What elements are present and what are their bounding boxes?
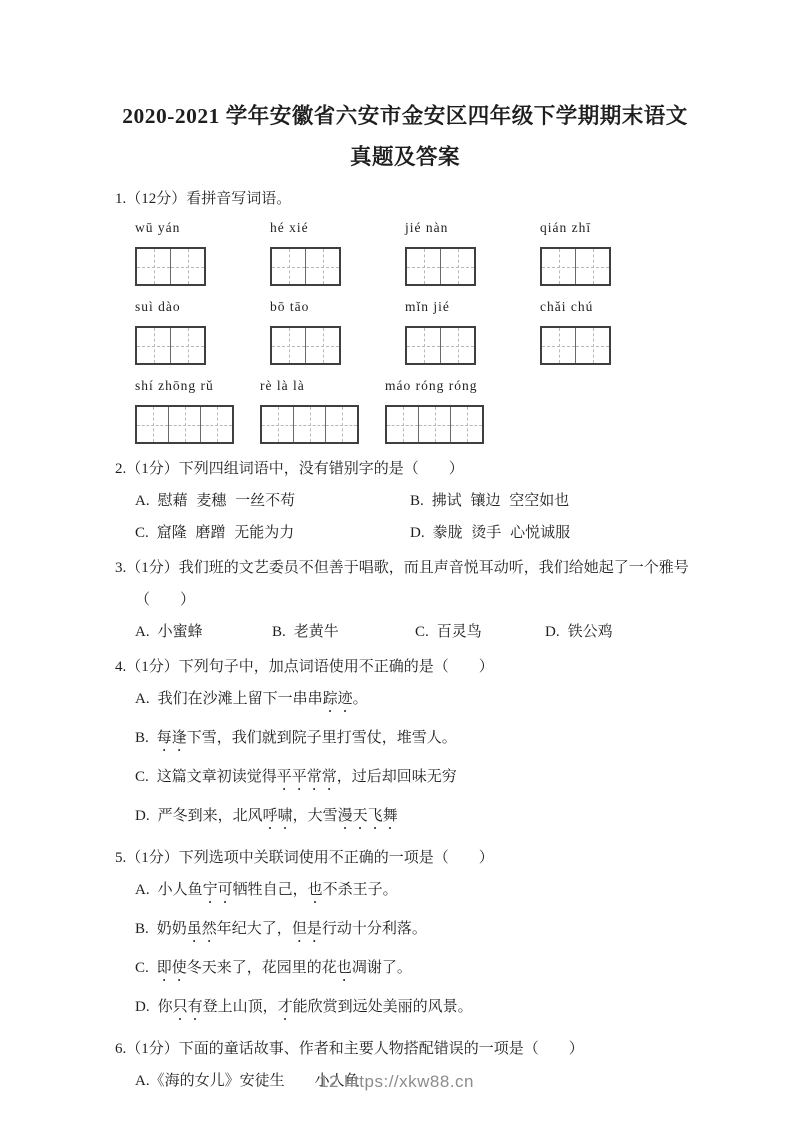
text-segment: ，大雪 xyxy=(292,808,338,824)
option-text xyxy=(157,769,457,785)
option-text xyxy=(158,808,398,824)
emphasized-word: 也 xyxy=(336,960,352,976)
document-title-line1: 2020-2021 学年安徽省六安市金安区四年级下学期期末语文 xyxy=(122,104,688,128)
grid-cell xyxy=(575,249,609,284)
q4-options xyxy=(115,690,695,833)
q2-option-A xyxy=(135,492,410,511)
pinyin-word-item xyxy=(270,299,405,365)
pinyin-label: suì dào xyxy=(135,299,181,314)
writing-grid xyxy=(540,326,611,365)
emphasized-word: 但是 xyxy=(291,921,322,937)
pinyin-word-item xyxy=(405,299,540,365)
option-label: C. xyxy=(135,769,149,785)
emphasized-word: 漫天飞舞 xyxy=(337,808,398,824)
grid-cell xyxy=(170,249,204,284)
pinyin-row xyxy=(115,299,695,365)
option-text xyxy=(157,730,457,746)
grid-cell xyxy=(137,407,168,442)
q5-stem: 5.（1分）下列选项中关联词使用不正确的一项是（ ） xyxy=(115,850,494,866)
q2-options xyxy=(115,492,695,543)
text-segment: 下雪，我们就到院子里打雪仗，堆雪人。 xyxy=(186,730,457,746)
writing-grid xyxy=(270,326,341,365)
emphasized-word: 也 xyxy=(307,882,323,898)
grid-cell xyxy=(272,249,305,284)
option-label: B. xyxy=(135,921,149,937)
text-segment: 严冬到来，北风 xyxy=(157,808,263,824)
option-label: D. xyxy=(410,525,425,541)
q1-pinyin-grid-area xyxy=(115,220,695,444)
q4-stem: 4.（1分）下列句子中，加点词语使用不正确的是（ ） xyxy=(115,659,494,675)
pinyin-label: bō tāo xyxy=(270,299,310,314)
option-label: C. xyxy=(135,525,149,541)
pinyin-label: shí zhōng rǔ xyxy=(135,378,214,393)
grid-cell xyxy=(575,328,609,363)
q3-option-A xyxy=(135,623,272,642)
pinyin-label: jié nàn xyxy=(405,220,449,235)
grid-cell xyxy=(170,328,204,363)
option-label: D. xyxy=(135,999,150,1015)
grid-cell xyxy=(272,328,305,363)
text-segment: 能欣赏到远处美丽的风景。 xyxy=(292,999,473,1015)
emphasized-word: 呼啸 xyxy=(262,808,293,824)
q5-options xyxy=(115,881,695,1024)
pinyin-word-item xyxy=(385,378,510,444)
text-segment: 不杀王子。 xyxy=(322,882,398,898)
q3-option-B xyxy=(272,623,415,642)
option-label: A. xyxy=(135,1073,150,1089)
pinyin-label: chǎi chú xyxy=(540,299,594,314)
writing-grid xyxy=(260,405,359,444)
q5-option-D xyxy=(115,998,695,1024)
option-label: B. xyxy=(410,493,424,509)
option-text: 豢胧 烫手 心悦诚服 xyxy=(432,525,571,541)
grid-cell xyxy=(137,328,170,363)
grid-cell xyxy=(262,407,293,442)
pinyin-word-item xyxy=(540,299,675,365)
text-segment: 行动十分利落。 xyxy=(321,921,427,937)
option-text xyxy=(158,882,398,898)
writing-grid xyxy=(540,247,611,286)
pinyin-label: wū yán xyxy=(135,220,181,235)
q3-stem: 3.（1分）我们班的文艺委员不但善于唱歌，而且声音悦耳动听，我们给她起了一个雅号 xyxy=(115,560,689,576)
pinyin-label: hé xié xyxy=(270,220,309,235)
pinyin-row xyxy=(115,378,695,444)
grid-cell xyxy=(542,249,575,284)
q6-stem: 6.（1分）下面的童话故事、作者和主要人物搭配错误的一项是（ ） xyxy=(115,1041,584,1057)
option-text: 老黄牛 xyxy=(293,624,339,640)
option-label: D. xyxy=(545,624,560,640)
grid-cell xyxy=(200,407,232,442)
q3-options xyxy=(115,623,695,642)
option-label: A. xyxy=(135,691,150,707)
text-segment: 。 xyxy=(352,691,368,707)
grid-cell xyxy=(418,407,450,442)
q4-option-D xyxy=(115,807,695,833)
emphasized-word: 才 xyxy=(277,999,293,1015)
grid-cell xyxy=(407,249,440,284)
q4-option-C xyxy=(115,768,695,794)
option-text xyxy=(157,960,412,976)
option-label: A. xyxy=(135,624,150,640)
text-segment: ，过后却回味无穷 xyxy=(336,769,457,785)
text-segment: 凋谢了。 xyxy=(351,960,412,976)
grid-cell xyxy=(387,407,418,442)
option-label: A. xyxy=(135,493,150,509)
option-text: 百灵鸟 xyxy=(436,624,482,640)
grid-cell xyxy=(440,328,474,363)
pinyin-word-item xyxy=(405,220,540,286)
q2-option-C xyxy=(135,524,410,543)
option-text xyxy=(157,921,427,937)
option-text: 小蜜蜂 xyxy=(157,624,203,640)
pinyin-label: máo róng róng xyxy=(385,378,478,393)
emphasized-word: 虽然 xyxy=(186,921,217,937)
grid-cell xyxy=(325,407,357,442)
writing-grid xyxy=(385,405,484,444)
text-segment: 你 xyxy=(157,999,173,1015)
q1-stem: 1.（12分）看拼音写词语。 xyxy=(115,191,292,207)
grid-cell xyxy=(407,328,440,363)
pinyin-row xyxy=(115,220,695,286)
grid-cell xyxy=(293,407,325,442)
footer-link[interactable]: 12 https://xkw88.cn xyxy=(318,1072,475,1091)
option-label: C. xyxy=(135,960,149,976)
option-label: B. xyxy=(272,624,286,640)
option-label: C. xyxy=(415,624,429,640)
grid-cell xyxy=(450,407,482,442)
option-text: 拂试 镶边 空空如也 xyxy=(431,493,570,509)
pinyin-label: rè là là xyxy=(260,378,305,393)
emphasized-word: 只有 xyxy=(172,999,203,1015)
pinyin-label: mǐn jié xyxy=(405,299,450,314)
q2-stem: 2.（1分）下列四组词语中，没有错别字的是（ ） xyxy=(115,461,464,477)
pinyin-word-item xyxy=(135,378,260,444)
emphasized-word: 踪迹 xyxy=(322,691,353,707)
text-segment: 冬天来了，花园里的花 xyxy=(186,960,337,976)
writing-grid xyxy=(405,326,476,365)
emphasized-word: 宁可 xyxy=(202,882,233,898)
grid-cell xyxy=(440,249,474,284)
text-segment: 年纪大了， xyxy=(216,921,292,937)
page-footer xyxy=(0,1072,793,1092)
q3-option-C xyxy=(415,623,545,642)
text-segment: 这篇文章初读觉得 xyxy=(156,769,277,785)
option-label: A. xyxy=(135,882,150,898)
option-text xyxy=(158,691,368,707)
option-text: 慰藉 麦穗 一丝不苟 xyxy=(157,493,296,509)
option-text: 铁公鸡 xyxy=(567,624,613,640)
grid-cell xyxy=(542,328,575,363)
text-segment: 我们在沙滩上留下一串串 xyxy=(157,691,323,707)
q5-option-B xyxy=(115,920,695,946)
writing-grid xyxy=(135,326,206,365)
emphasized-word: 平平常常 xyxy=(276,769,337,785)
pinyin-word-item xyxy=(270,220,405,286)
pinyin-word-item xyxy=(540,220,675,286)
grid-cell xyxy=(137,249,170,284)
option-text xyxy=(158,999,473,1015)
pinyin-word-item xyxy=(135,220,270,286)
text-segment: 奶奶 xyxy=(156,921,187,937)
q3-stem-brackets: （ ） xyxy=(135,592,196,608)
pinyin-word-item xyxy=(260,378,385,444)
document-title-line2: 真题及答案 xyxy=(349,145,460,169)
q2-option-B xyxy=(410,492,695,511)
grid-cell xyxy=(305,249,339,284)
q5-option-C xyxy=(115,959,695,985)
grid-cell xyxy=(168,407,200,442)
emphasized-word: 每逢 xyxy=(156,730,187,746)
writing-grid xyxy=(135,247,206,286)
option-text: 《海的女儿》安徒生 小人鱼 xyxy=(149,1073,360,1089)
pinyin-label: qián zhī xyxy=(540,220,592,235)
q2-option-D xyxy=(410,524,695,543)
option-label: B. xyxy=(135,730,149,746)
option-label: D. xyxy=(135,808,150,824)
writing-grid xyxy=(135,405,234,444)
grid-cell xyxy=(305,328,339,363)
q4-option-B xyxy=(115,729,695,755)
q5-option-A xyxy=(115,881,695,907)
pinyin-word-item xyxy=(135,299,270,365)
writing-grid xyxy=(270,247,341,286)
emphasized-word: 即使 xyxy=(156,960,187,976)
q4-option-A xyxy=(115,690,695,716)
text-segment: 牺牲自己， xyxy=(232,882,308,898)
text-segment: 登上山顶， xyxy=(202,999,278,1015)
q3-option-D xyxy=(545,623,695,642)
text-segment: 小人鱼 xyxy=(157,882,203,898)
option-text: 窟隆 磨蹭 无能为力 xyxy=(156,525,295,541)
writing-grid xyxy=(405,247,476,286)
